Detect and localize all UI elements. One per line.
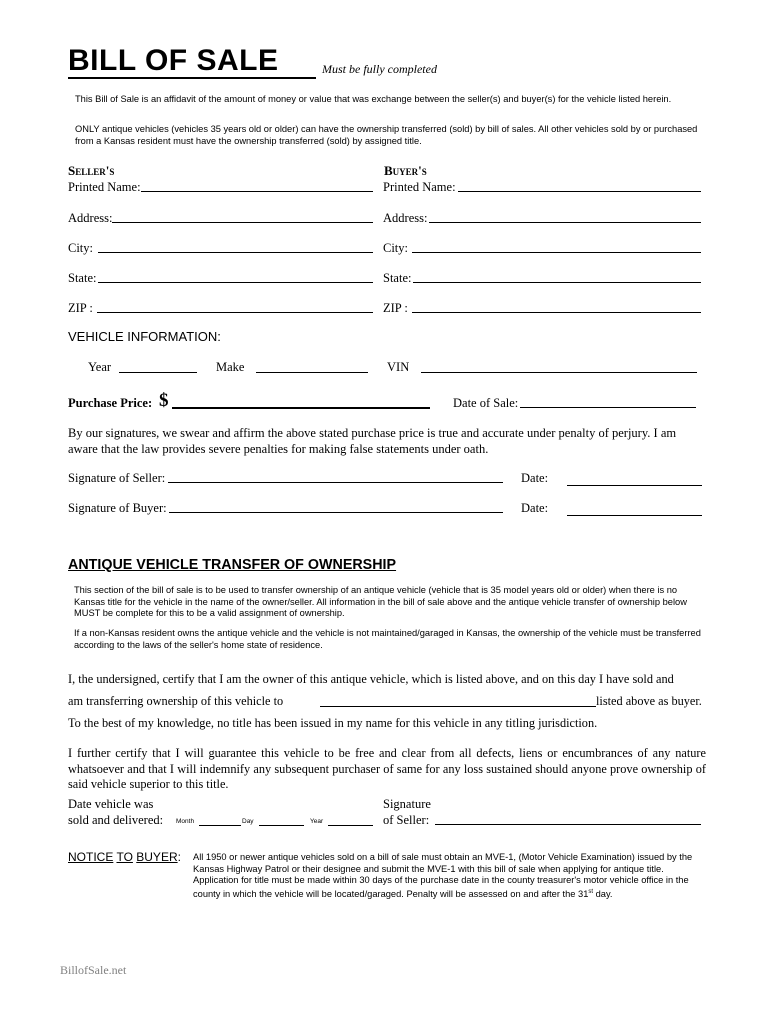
antique-paragraph-2: If a non-Kansas resident owns the antique vehicle and the vehicle is not maintained/garaged in Kansas, the ownership of the vehicle must be transferred according to the laws of the seller's home state of residence. (74, 628, 701, 650)
seller-date-field[interactable] (567, 485, 702, 486)
date-of-sale-field[interactable] (520, 407, 696, 408)
buyer-address-label: Address: (383, 211, 428, 225)
seller-address-label: Address: (68, 211, 113, 225)
purchase-price-field[interactable] (172, 407, 430, 409)
buyer-zip-field[interactable] (412, 312, 701, 313)
seller-date-label: Date: (521, 471, 549, 485)
signature-label: Signature (383, 797, 431, 811)
month-field[interactable] (199, 825, 241, 826)
antique-seller-signature-field[interactable] (435, 824, 701, 825)
notice-colon: : (177, 850, 181, 864)
year-label: Year (310, 818, 324, 825)
vehicle-year-label: Year (88, 360, 112, 374)
footer-brand: BillofSale.net (60, 963, 127, 977)
vehicle-vin-field[interactable] (421, 372, 697, 373)
buyer-address-field[interactable] (429, 222, 701, 223)
day-field[interactable] (259, 825, 304, 826)
buyer-date-field[interactable] (567, 515, 702, 516)
notice-text-main: All 1950 or newer antique vehicles sold on a bill of sale must obtain an MVE-1, (Motor Vehicle Examination) issued by the Kansas Highway Patrol or their designee and submit the MVE-1 with this bill of sale when applying for antique title. Application for title must be made within 30 days of the purchase date in the county treasurer's motor vehicle office in the county in which the vehicle will be located/garaged. Penalty will be assessed on and after the 31 (193, 852, 693, 899)
signature-of-buyer-field[interactable] (169, 512, 503, 513)
antique-transfer-heading: ANTIQUE VEHICLE TRANSFER OF OWNERSHIP (68, 557, 397, 573)
month-label: Month (176, 818, 195, 825)
of-seller-label: of Seller: (383, 813, 430, 827)
buyer-city-field[interactable] (412, 252, 701, 253)
vehicle-year-field[interactable] (119, 372, 197, 373)
date-of-sale-label: Date of Sale: (453, 396, 519, 410)
notice-word-buyer: BUYER (136, 850, 178, 864)
seller-zip-field[interactable] (97, 312, 373, 313)
no-title-statement: To the best of my knowledge, no title has been issued in my name for this vehicle in any titling jurisdiction. (68, 716, 598, 730)
signature-of-seller-label: Signature of Seller: (68, 471, 166, 485)
dollar-sign: $ (159, 390, 169, 411)
vehicle-make-label: Make (216, 360, 245, 374)
buyer-heading: Buyer's (384, 163, 427, 178)
certify-line-2: am transferring ownership of this vehicle to (68, 694, 284, 708)
buyer-zip-label: ZIP : (383, 301, 408, 315)
seller-zip-label: ZIP : (68, 301, 93, 315)
buyer-date-label: Date: (521, 501, 549, 515)
sold-delivered-label: sold and delivered: (68, 813, 164, 827)
buyer-printed-name-label: Printed Name: (383, 180, 456, 194)
vehicle-make-field[interactable] (256, 372, 368, 373)
buyer-state-label: State: (383, 271, 412, 285)
seller-city-label: City: (68, 241, 94, 255)
intro-paragraph-1: This Bill of Sale is an affidavit of the amount of money or value that was exchange between the seller(s) and buyer(s) for the vehicle listed herein. (75, 94, 672, 104)
day-label: Day (242, 818, 254, 825)
seller-heading: Seller's (68, 163, 115, 178)
notice-word-to: TO (116, 850, 133, 864)
signature-of-seller-field[interactable] (168, 482, 503, 483)
notice-to-buyer-text (193, 852, 708, 900)
buyer-printed-name-field[interactable] (458, 191, 701, 192)
listed-above-as-buyer: listed above as buyer. (596, 694, 702, 708)
certify-line-1: I, the undersigned, certify that I am the owner of this antique vehicle, which is listed above, and on this day I have sold and (68, 672, 674, 686)
notice-superscript: st (588, 888, 594, 895)
transferee-name-field[interactable] (320, 706, 596, 707)
buyer-city-label: City: (383, 241, 409, 255)
buyer-state-field[interactable] (413, 282, 701, 283)
purchase-price-label: Purchase Price: (68, 396, 153, 410)
antique-paragraph-1: This section of the bill of sale is to be used to transfer ownership of an antique vehicle (vehicle that is 35 model years old or older) when there is no Kansas title for the vehicle in the name of the owner/seller. All information in the bill of sale above and the antique vehicle transfer of ownership below MUST be complete for this to be a valid assignment of ownership. (74, 585, 687, 618)
seller-state-field[interactable] (98, 282, 373, 283)
signature-of-buyer-label: Signature of Buyer: (68, 501, 167, 515)
year-field[interactable] (328, 825, 373, 826)
document-title: BILL OF SALE (68, 44, 279, 77)
document-subtitle: Must be fully completed (322, 62, 437, 76)
notice-to-buyer-heading (68, 850, 181, 864)
guarantee-statement: I further certify that I will guarantee this vehicle to be free and clear from all defects, liens or encumbrances of any nature whatsoever and that I will indemnify any subsequent purchaser of same for any loss sustained should anyone prove ownership of said vehicle superior to this title. (68, 746, 706, 791)
affirmation-text: By our signatures, we swear and affirm the above stated purchase price is true and accurate under penalty of perjury. I am aware that the law provides severe penalties for making false statements under oath. (68, 426, 677, 456)
date-vehicle-was-label: Date vehicle was (68, 797, 154, 811)
seller-state-label: State: (68, 271, 97, 285)
seller-printed-name-field[interactable] (141, 191, 373, 192)
seller-printed-name-label: Printed Name: (68, 180, 141, 194)
seller-city-field[interactable] (98, 252, 373, 253)
vehicle-vin-label: VIN (387, 360, 410, 374)
seller-address-field[interactable] (112, 222, 373, 223)
notice-text-end: day. (593, 888, 613, 899)
intro-paragraph-2: ONLY antique vehicles (vehicles 35 years old or older) can have the ownership transferred (sold) by bill of sales. All other vehicles sold by or purchased from a Kansas resident must have the ownership transferred (sold) by assigned title. (75, 124, 698, 146)
notice-word-notice: NOTICE (68, 850, 114, 864)
title-underline (68, 77, 316, 79)
vehicle-info-heading: VEHICLE INFORMATION: (68, 329, 221, 344)
